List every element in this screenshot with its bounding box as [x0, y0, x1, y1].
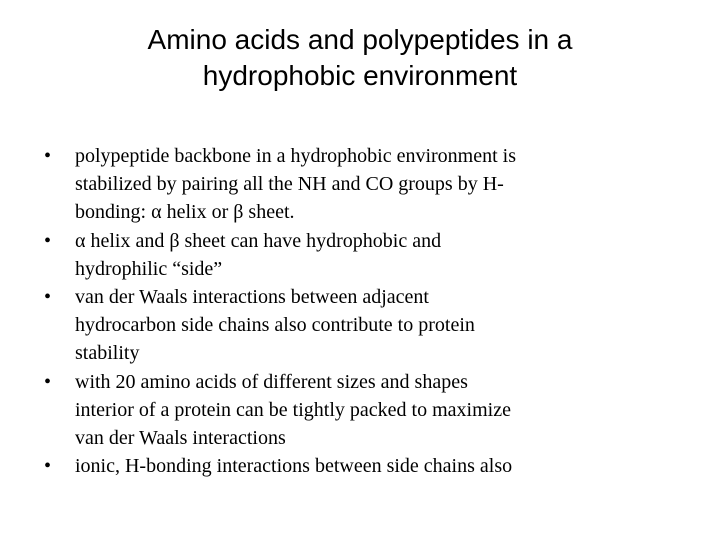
bullet-text-line: α helix and β sheet can have hydrophobic and [75, 229, 442, 252]
bullet-item [30, 368, 690, 453]
title-line-1: Amino acids and polypeptides in a [147, 24, 573, 55]
bullet-text-line: bonding: α helix or β sheet. [75, 201, 295, 224]
bullet-list [30, 142, 690, 480]
bullet-text-line: hydrocarbon side chains also contribute to protein [75, 314, 475, 337]
bullet-item [30, 227, 690, 283]
bullet-marker: • [44, 229, 52, 252]
bullet-text-line: van der Waals interactions [75, 427, 286, 450]
bullet-marker: • [44, 455, 52, 478]
bullet-marker: • [44, 370, 52, 393]
bullet-text-line: interior of a protein can be tightly packed to maximize [75, 398, 511, 421]
bullet-marker: • [44, 286, 52, 309]
bullet-text-line: with 20 amino acids of different sizes and shapes [75, 370, 468, 393]
bullet-text-line: stability [75, 342, 140, 365]
bullet-text-line: ionic, H-bonding interactions between side chains also [75, 455, 513, 478]
bullet-text-line: hydrophilic “side” [75, 257, 223, 280]
bullet-text-line: polypeptide backbone in a hydrophobic environment is [75, 145, 517, 167]
bullet-item [30, 142, 690, 227]
bullet-item [30, 452, 690, 480]
title-line-2: hydrophobic environment [202, 60, 518, 91]
bullet-text-line: van der Waals interactions between adjacent [75, 286, 429, 309]
bullet-text-line: stabilized by pairing all the NH and CO groups by H- [75, 173, 504, 196]
slide-title [60, 22, 660, 94]
bullet-item [30, 283, 690, 368]
bullet-marker: • [44, 145, 52, 167]
